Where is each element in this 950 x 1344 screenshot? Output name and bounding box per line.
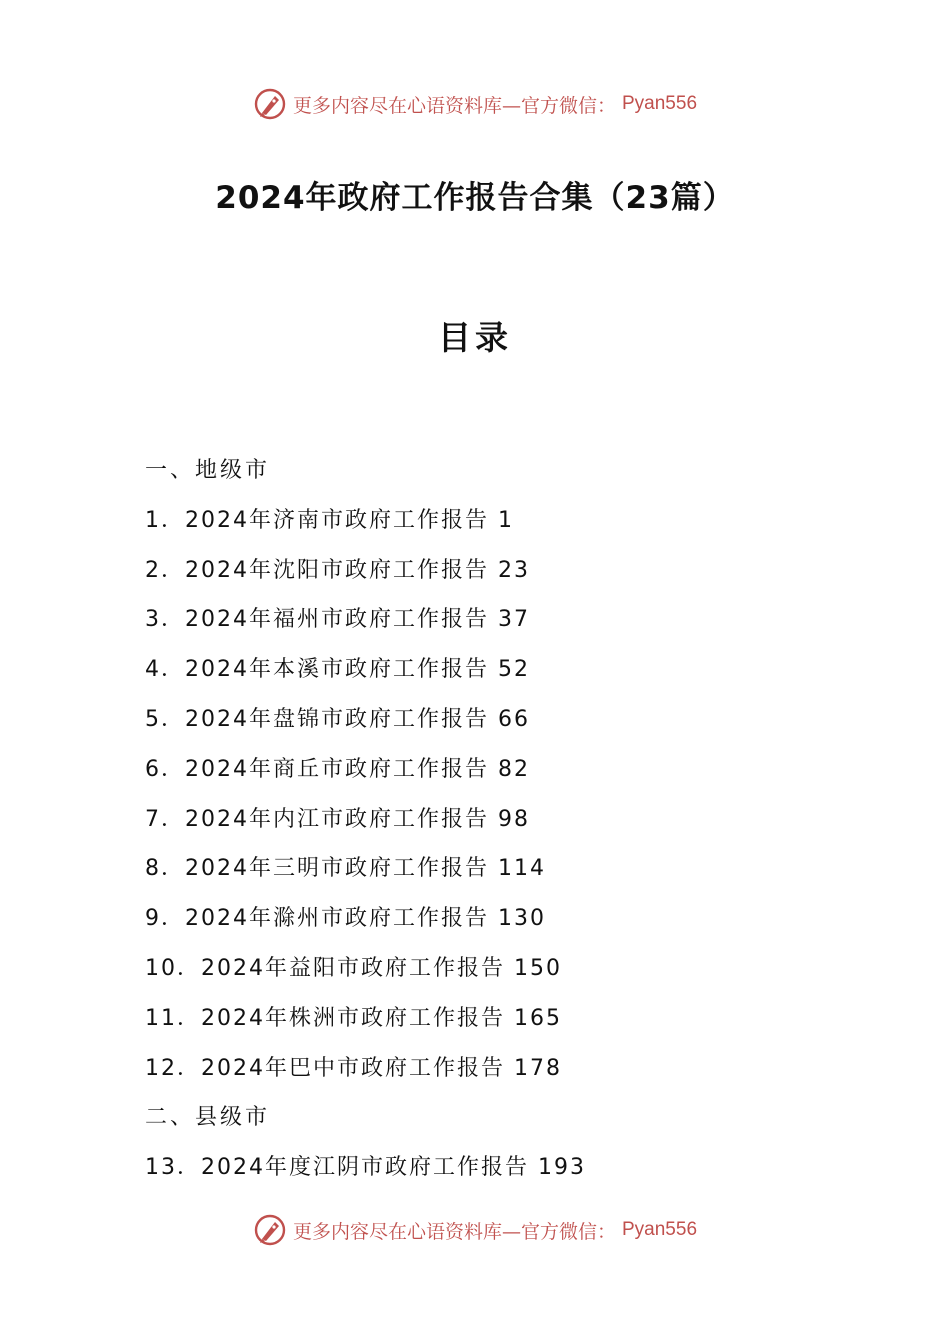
toc-entry[interactable]: 9．2024年滁州市政府工作报告 130 [145,906,546,932]
watermark-wechat-id: Pyan556 [622,1219,698,1240]
watermark-text: 更多内容尽在心语资料库—官方微信： [292,94,616,117]
table-of-contents [145,446,845,1193]
pen-nib-logo-icon [253,87,287,121]
toc-heading: 目录 [438,318,512,357]
toc-entry[interactable]: 3．2024年福州市政府工作报告 37 [145,607,530,633]
toc-entry[interactable]: 7．2024年内江市政府工作报告 98 [145,806,530,832]
toc-entry[interactable]: 6．2024年商丘市政府工作报告 82 [145,756,530,782]
toc-entry[interactable]: 12．2024年巴中市政府工作报告 178 [145,1055,562,1081]
toc-entry[interactable]: 10．2024年益阳市政府工作报告 150 [145,955,562,981]
watermark-footer [0,1210,950,1250]
toc-entry[interactable]: 8．2024年三明市政府工作报告 114 [145,856,546,882]
toc-entry[interactable]: 5．2024年盘锦市政府工作报告 66 [145,706,530,732]
toc-entry[interactable]: 2．2024年沈阳市政府工作报告 23 [145,557,530,583]
toc-section-county: 二、县级市 [145,1105,271,1131]
watermark-wechat-id: Pyan556 [622,93,698,114]
document-title: 2024年政府工作报告合集（23篇） [215,180,735,216]
watermark-header [0,84,950,124]
toc-entry[interactable]: 11．2024年株洲市政府工作报告 165 [145,1005,562,1031]
toc-section-prefecture: 一、地级市 [145,458,271,483]
pen-nib-logo-icon [253,1213,287,1247]
toc-entry[interactable]: 13．2024年度江阴市政府工作报告 193 [145,1155,586,1181]
toc-entry[interactable]: 1．2024年济南市政府工作报告 1 [145,507,514,533]
watermark-text: 更多内容尽在心语资料库—官方微信： [292,1220,616,1243]
toc-entry[interactable]: 4．2024年本溪市政府工作报告 52 [145,657,530,683]
